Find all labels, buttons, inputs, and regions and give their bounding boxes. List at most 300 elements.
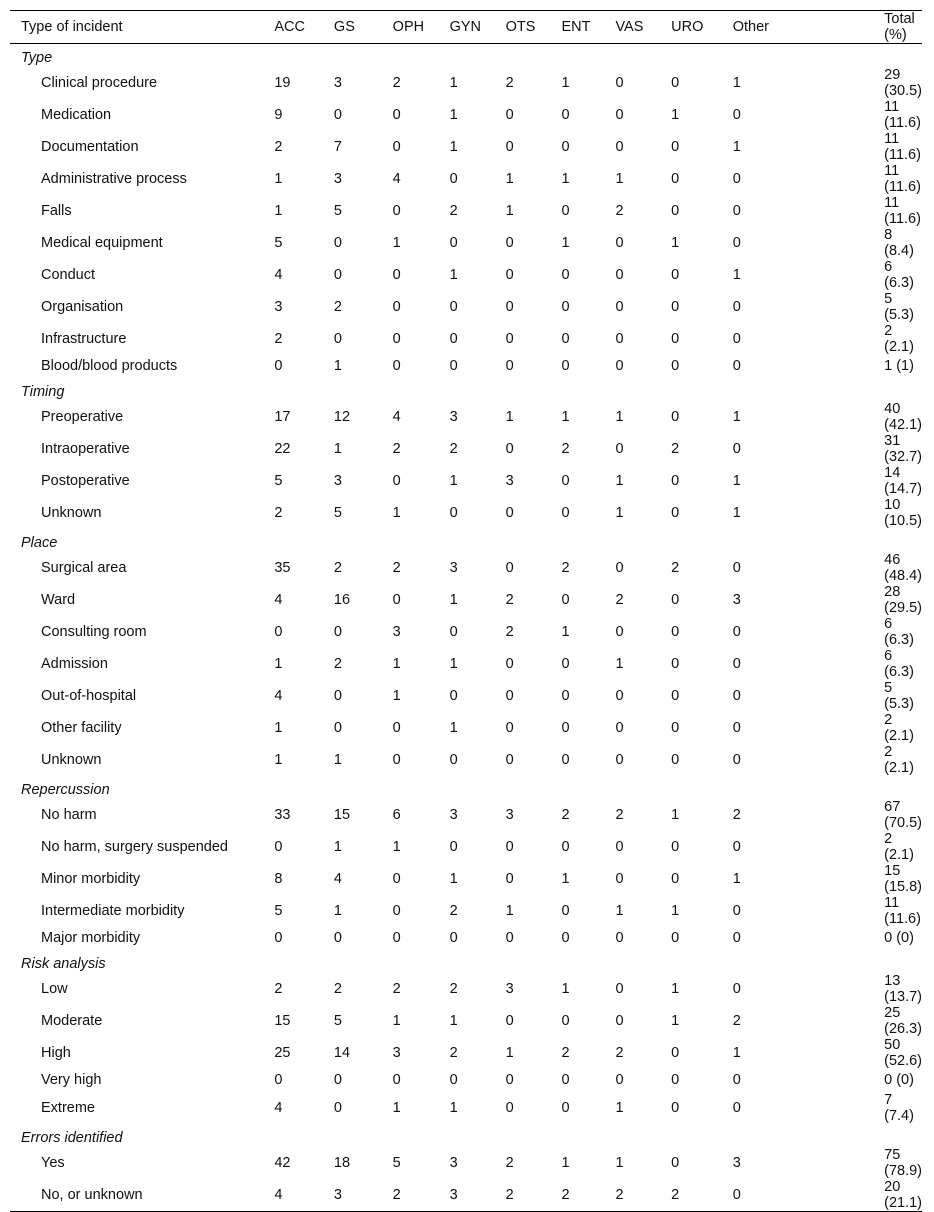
table-cell: 0: [732, 980, 741, 997]
row-label: No harm, surgery suspended: [41, 838, 228, 855]
table-cell: 0: [615, 1012, 624, 1029]
row-label: Preoperative: [41, 408, 124, 425]
table-cell: 0: [615, 870, 624, 887]
table-cell: 0: [333, 234, 342, 251]
table-cell: 0: [505, 655, 514, 672]
table-cell: 5: [333, 1012, 342, 1029]
table-cell: 3: [449, 559, 458, 576]
table-cell: 4: [392, 408, 401, 425]
table-cell: 0: [561, 138, 570, 155]
table-row: [10, 973, 922, 1005]
table-cell: 1: [615, 472, 624, 489]
table-cell: 0: [732, 234, 741, 251]
table-cell: 0: [732, 838, 741, 855]
table-cell: 0: [729, 1179, 880, 1212]
header-cell-acc: ACC: [270, 11, 330, 44]
table-cell: 0: [615, 930, 624, 946]
table-cell: 15 (15.8): [884, 862, 923, 895]
table-row: [10, 465, 922, 497]
table-cell: 31 (32.7): [884, 432, 923, 465]
table-cell: 2: [615, 806, 624, 823]
table-cell: 0: [561, 106, 570, 123]
table-cell: 0: [671, 870, 680, 887]
table-row: [10, 831, 922, 863]
table-cell: 0: [392, 472, 401, 489]
table-cell: 0: [671, 623, 680, 640]
table-cell: 4: [270, 1179, 330, 1212]
section-title: Timing: [21, 383, 65, 400]
table-cell: 0: [333, 623, 342, 640]
row-label: Out-of-hospital: [41, 687, 137, 704]
table-cell: 0: [732, 655, 741, 672]
table-cell: 19: [274, 74, 291, 91]
table-cell: 0: [333, 330, 342, 347]
table-cell: 1: [449, 1012, 458, 1029]
table-cell: 1: [732, 408, 741, 425]
header-cell-other: Other: [729, 11, 880, 44]
row-label: Intermediate morbidity: [41, 902, 185, 919]
table-cell: 0: [392, 591, 401, 608]
table-cell: 2: [615, 1044, 624, 1061]
table-cell: 0: [615, 358, 624, 374]
table-cell: 1: [392, 234, 401, 251]
table-cell: 0: [615, 74, 624, 91]
table-cell: 2: [449, 980, 458, 997]
table-cell: 0: [561, 838, 570, 855]
table-cell: 12: [333, 408, 351, 425]
table-cell: 5: [274, 472, 283, 489]
table-cell: 0: [561, 655, 570, 672]
table-cell: 0: [505, 751, 514, 768]
table-cell: 1: [449, 591, 458, 608]
table-cell: 1: [732, 870, 741, 887]
table-cell: 3: [333, 170, 342, 187]
table-cell: 0: [732, 358, 741, 374]
section-header-row: [10, 1124, 922, 1147]
table-cell: 67 (70.5): [884, 798, 923, 831]
table-cell: 0: [671, 138, 680, 155]
table-cell: 1: [392, 1099, 401, 1116]
table-cell: 3: [392, 623, 401, 640]
table-cell: 1: [615, 655, 624, 672]
table-row: [10, 1069, 922, 1092]
table-cell: 2: [333, 980, 342, 997]
row-label: Surgical area: [41, 559, 127, 576]
table-cell: 2: [274, 504, 283, 521]
table-cell: 0: [449, 170, 458, 187]
table-cell: 0: [392, 1072, 401, 1088]
table-cell: 0: [671, 330, 680, 347]
table-cell: 2: [274, 330, 283, 347]
table-cell: 0: [333, 266, 342, 283]
table-cell: 0: [505, 358, 514, 374]
table-cell: 2: [557, 1179, 611, 1212]
table-cell: 0: [561, 472, 570, 489]
table-cell: 1: [561, 408, 570, 425]
row-label: Low: [41, 980, 68, 997]
table-cell: 1: [274, 719, 283, 736]
table-cell: 0: [615, 298, 624, 315]
table-row: [10, 712, 922, 744]
table-cell: 0: [392, 751, 401, 768]
table-cell: 0: [561, 687, 570, 704]
table-cell: 4: [274, 266, 283, 283]
table-cell: 0: [615, 266, 624, 283]
table-cell: 0: [732, 623, 741, 640]
table-cell: 40 (42.1): [884, 400, 923, 433]
table-cell: 0: [449, 1072, 458, 1088]
table-cell: 1: [561, 74, 570, 91]
table-cell: 2: [505, 623, 514, 640]
header-cell-ots: OTS: [502, 11, 558, 44]
table-cell: 2: [505, 74, 514, 91]
table-cell: 0: [392, 298, 401, 315]
table-row: [10, 67, 922, 99]
table-cell: 17: [274, 408, 291, 425]
table-cell: 11 (11.6): [884, 194, 921, 227]
table-row: [10, 163, 922, 195]
table-cell: 7 (7.4): [884, 1091, 914, 1124]
table-cell: 1: [671, 106, 680, 123]
table-cell: 0: [505, 870, 514, 887]
table-cell: 1: [274, 751, 283, 768]
table-cell: 1: [449, 655, 458, 672]
row-label: Medication: [41, 106, 112, 123]
table-cell: 0: [505, 330, 514, 347]
table-cell: 18: [333, 1154, 351, 1171]
table-cell: 0: [615, 623, 624, 640]
table-cell: 2: [561, 559, 570, 576]
row-label: Moderate: [41, 1012, 103, 1029]
row-label: High: [41, 1044, 71, 1061]
table-cell: 0: [615, 980, 624, 997]
table-cell: 3: [446, 1179, 502, 1212]
table-cell: 4: [274, 591, 283, 608]
table-cell: 3: [333, 74, 342, 91]
table-cell: 0: [392, 138, 401, 155]
table-cell: 1: [615, 1099, 624, 1116]
table-cell: 5: [333, 202, 342, 219]
table-cell: 0: [671, 1044, 680, 1061]
table-cell: 1: [505, 1044, 514, 1061]
table-cell: 0: [671, 687, 680, 704]
table-cell: 1: [615, 170, 624, 187]
row-label: Postoperative: [41, 472, 130, 489]
table-cell: 0: [505, 1072, 514, 1088]
row-label: Consulting room: [41, 623, 147, 640]
table-cell: 3: [449, 1154, 458, 1171]
table-cell: 0: [671, 170, 680, 187]
table-cell: 0: [732, 330, 741, 347]
table-cell: 1: [732, 266, 741, 283]
table-row: [10, 584, 922, 616]
table-cell: 11 (11.6): [884, 162, 921, 195]
table-cell: 4: [333, 870, 342, 887]
table-cell: 1: [449, 472, 458, 489]
table-cell: 0: [561, 751, 570, 768]
table-cell: 0: [449, 504, 458, 521]
table-cell: 0: [449, 298, 458, 315]
section-title: Risk analysis: [21, 955, 106, 972]
header-cell-gs: GS: [330, 11, 389, 44]
header-cell-type: Type of incident: [10, 11, 270, 44]
table-cell: 4: [392, 170, 401, 187]
table-cell: 2: [732, 806, 741, 823]
table-row: [10, 1092, 922, 1124]
table-cell: 0: [671, 504, 680, 521]
table-cell: 0: [392, 266, 401, 283]
table-cell: 0: [392, 719, 401, 736]
header-cell-vas: VAS: [611, 11, 667, 44]
header-cell-oph: OPH: [389, 11, 446, 44]
table-cell: 0 (0): [884, 1072, 914, 1088]
table-cell: 0: [449, 930, 458, 946]
table-cell: 0: [392, 106, 401, 123]
table-cell: 5: [392, 1154, 401, 1171]
table-cell: 5 (5.3): [884, 290, 914, 323]
table-cell: 1: [392, 1012, 401, 1029]
table-cell: 0: [615, 106, 624, 123]
table-row: [10, 355, 922, 378]
table-cell: 0: [671, 719, 680, 736]
table-cell: 2 (2.1): [884, 322, 914, 355]
table-cell: 15: [274, 1012, 291, 1029]
row-label: Falls: [41, 202, 72, 219]
table-cell: 1: [671, 980, 680, 997]
table-cell: 1: [274, 655, 283, 672]
table-cell: 8 (8.4): [884, 226, 914, 259]
header-row: [10, 11, 922, 44]
table-cell: 1: [615, 504, 624, 521]
table-cell: 0: [392, 870, 401, 887]
table-row: [10, 1037, 922, 1069]
table-cell: 3: [449, 408, 458, 425]
table-cell: 1: [449, 1099, 458, 1116]
table-cell: 0: [615, 330, 624, 347]
table-cell: 11 (11.6): [884, 894, 921, 927]
table-row: [10, 927, 922, 950]
table-cell: 1: [449, 74, 458, 91]
table-cell: 1: [274, 202, 283, 219]
row-label: Medical equipment: [41, 234, 163, 251]
table-cell: 0: [505, 1099, 514, 1116]
row-label: Organisation: [41, 298, 124, 315]
table-cell: 0: [671, 358, 680, 374]
section-title: Place: [21, 534, 58, 551]
table-row: [10, 895, 922, 927]
table-cell: 75 (78.9): [884, 1146, 923, 1179]
table-row: [10, 1147, 922, 1179]
table-cell: 1: [333, 751, 342, 768]
table-cell: 0: [505, 138, 514, 155]
table-cell: 2: [392, 980, 401, 997]
table-cell: 0: [333, 719, 342, 736]
table-cell: 0: [274, 358, 283, 374]
table-cell: 1: [392, 838, 401, 855]
table-cell: 1: [561, 1154, 570, 1171]
row-label: Clinical procedure: [41, 74, 158, 91]
table-cell: 0: [732, 719, 741, 736]
table-cell: 0: [561, 591, 570, 608]
table-cell: 4: [274, 1099, 283, 1116]
row-label: Documentation: [41, 138, 139, 155]
row-label: Yes: [41, 1154, 65, 1171]
table-cell: 0: [505, 440, 514, 457]
table-cell: 0: [671, 751, 680, 768]
table-cell: 0: [561, 902, 570, 919]
table-cell: 0: [732, 751, 741, 768]
table-cell: 0: [274, 623, 283, 640]
table-cell: 0: [732, 930, 741, 946]
table-cell: 33: [274, 806, 291, 823]
table-cell: 4: [274, 687, 283, 704]
table-row: [10, 648, 922, 680]
row-label: Major morbidity: [41, 930, 141, 946]
table-cell: 0: [274, 1072, 283, 1088]
table-cell: 0: [274, 838, 283, 855]
section-header-row: [10, 529, 922, 552]
table-cell: 0: [671, 298, 680, 315]
table-cell: 0: [732, 1072, 741, 1088]
table-cell: 0: [333, 1099, 342, 1116]
table-cell: 1: [732, 472, 741, 489]
table-cell: 14 (14.7): [884, 464, 923, 497]
table-row: [10, 616, 922, 648]
table-cell: 2: [449, 902, 458, 919]
table-cell: 1: [449, 138, 458, 155]
table-cell: 15: [333, 806, 351, 823]
table-cell: 0: [732, 687, 741, 704]
table-cell: 0: [333, 687, 342, 704]
table-cell: 1: [392, 655, 401, 672]
table-cell: 1: [449, 719, 458, 736]
table-cell: 0: [505, 234, 514, 251]
table-cell: 2: [333, 655, 342, 672]
table-cell: 0: [615, 1072, 624, 1088]
table-cell: 3: [330, 1179, 389, 1212]
table-cell: 0: [505, 106, 514, 123]
table-cell: 1: [671, 902, 680, 919]
row-label: No harm: [41, 806, 97, 823]
row-label: Infrastructure: [41, 330, 127, 347]
row-label: Other facility: [41, 719, 122, 736]
table-cell: 22: [274, 440, 291, 457]
table-cell: 0: [671, 591, 680, 608]
row-label: Very high: [41, 1072, 102, 1088]
table-cell: 0: [561, 298, 570, 315]
table-cell: 6: [392, 806, 401, 823]
table-cell: 1: [615, 1154, 624, 1171]
table-cell: 0: [732, 1099, 741, 1116]
table-cell: 1: [333, 902, 342, 919]
table-cell: 0: [671, 202, 680, 219]
table-cell: 1: [671, 1012, 680, 1029]
table-row: [10, 195, 922, 227]
table-cell: 14: [333, 1044, 351, 1061]
table-row: [10, 401, 922, 433]
table-cell: 1: [671, 806, 680, 823]
table-cell: 0: [561, 930, 570, 946]
table-cell: 0: [615, 138, 624, 155]
table-cell: 0: [561, 202, 570, 219]
table-cell: 1: [333, 440, 342, 457]
table-cell: 10 (10.5): [884, 496, 923, 529]
table-cell: 3: [333, 472, 342, 489]
row-label: Unknown: [41, 504, 102, 521]
table-cell: 1: [392, 504, 401, 521]
table-cell: 0: [449, 234, 458, 251]
table-cell: 5 (5.3): [884, 679, 914, 712]
table-row: [10, 863, 922, 895]
table-cell: 0: [333, 930, 342, 946]
table-row: [10, 291, 922, 323]
table-cell: 1: [671, 234, 680, 251]
table-cell: 2: [505, 591, 514, 608]
table-body: [10, 44, 922, 1212]
table-cell: 0: [505, 298, 514, 315]
table-cell: 2: [392, 559, 401, 576]
table-cell: 5: [274, 234, 283, 251]
table-cell: 29 (30.5): [884, 66, 923, 99]
row-label: Ward: [41, 591, 76, 608]
table-row: [10, 1005, 922, 1037]
section-header-row: [10, 378, 922, 401]
table-cell: 11 (11.6): [884, 130, 921, 163]
table-cell: 6 (6.3): [884, 647, 914, 680]
table-cell: 2: [389, 1179, 446, 1212]
table-cell: 2: [333, 559, 342, 576]
table-cell: 16: [333, 591, 351, 608]
table-cell: 25: [274, 1044, 291, 1061]
row-label: Minor morbidity: [41, 870, 141, 887]
table-cell: 2: [449, 1044, 458, 1061]
table-cell: 0: [615, 719, 624, 736]
table-cell: 1: [732, 1044, 741, 1061]
table-cell: 1: [732, 504, 741, 521]
table-row: [10, 323, 922, 355]
table-cell: 0: [449, 623, 458, 640]
table-cell: 0: [732, 106, 741, 123]
table-cell: 0: [561, 358, 570, 374]
table-cell: 0: [449, 330, 458, 347]
table-cell: 0: [732, 902, 741, 919]
table-cell: 35: [274, 559, 291, 576]
table-cell: 0: [561, 504, 570, 521]
row-label: Administrative process: [41, 170, 187, 187]
table-cell: 0: [392, 902, 401, 919]
table-cell: 6 (6.3): [884, 258, 914, 291]
table-row: [10, 131, 922, 163]
table-cell: 0: [505, 838, 514, 855]
row-label: Admission: [41, 655, 108, 672]
row-label: Conduct: [41, 266, 96, 283]
table-cell: 0: [274, 930, 283, 946]
table-cell: 3: [392, 1044, 401, 1061]
section-header-row: [10, 44, 922, 67]
header-cell-total: Total (%): [880, 11, 922, 44]
table-cell: 2: [449, 440, 458, 457]
table-cell: 0: [732, 202, 741, 219]
incident-table: [10, 10, 922, 1212]
table-row: [10, 1179, 922, 1212]
table-row: [10, 552, 922, 584]
table-cell: 0: [615, 687, 624, 704]
table-cell: 0: [561, 1099, 570, 1116]
table-cell: 2: [274, 980, 283, 997]
table-cell: 1: [615, 902, 624, 919]
table-cell: 5: [274, 902, 283, 919]
table-cell: 13 (13.7): [884, 972, 923, 1005]
